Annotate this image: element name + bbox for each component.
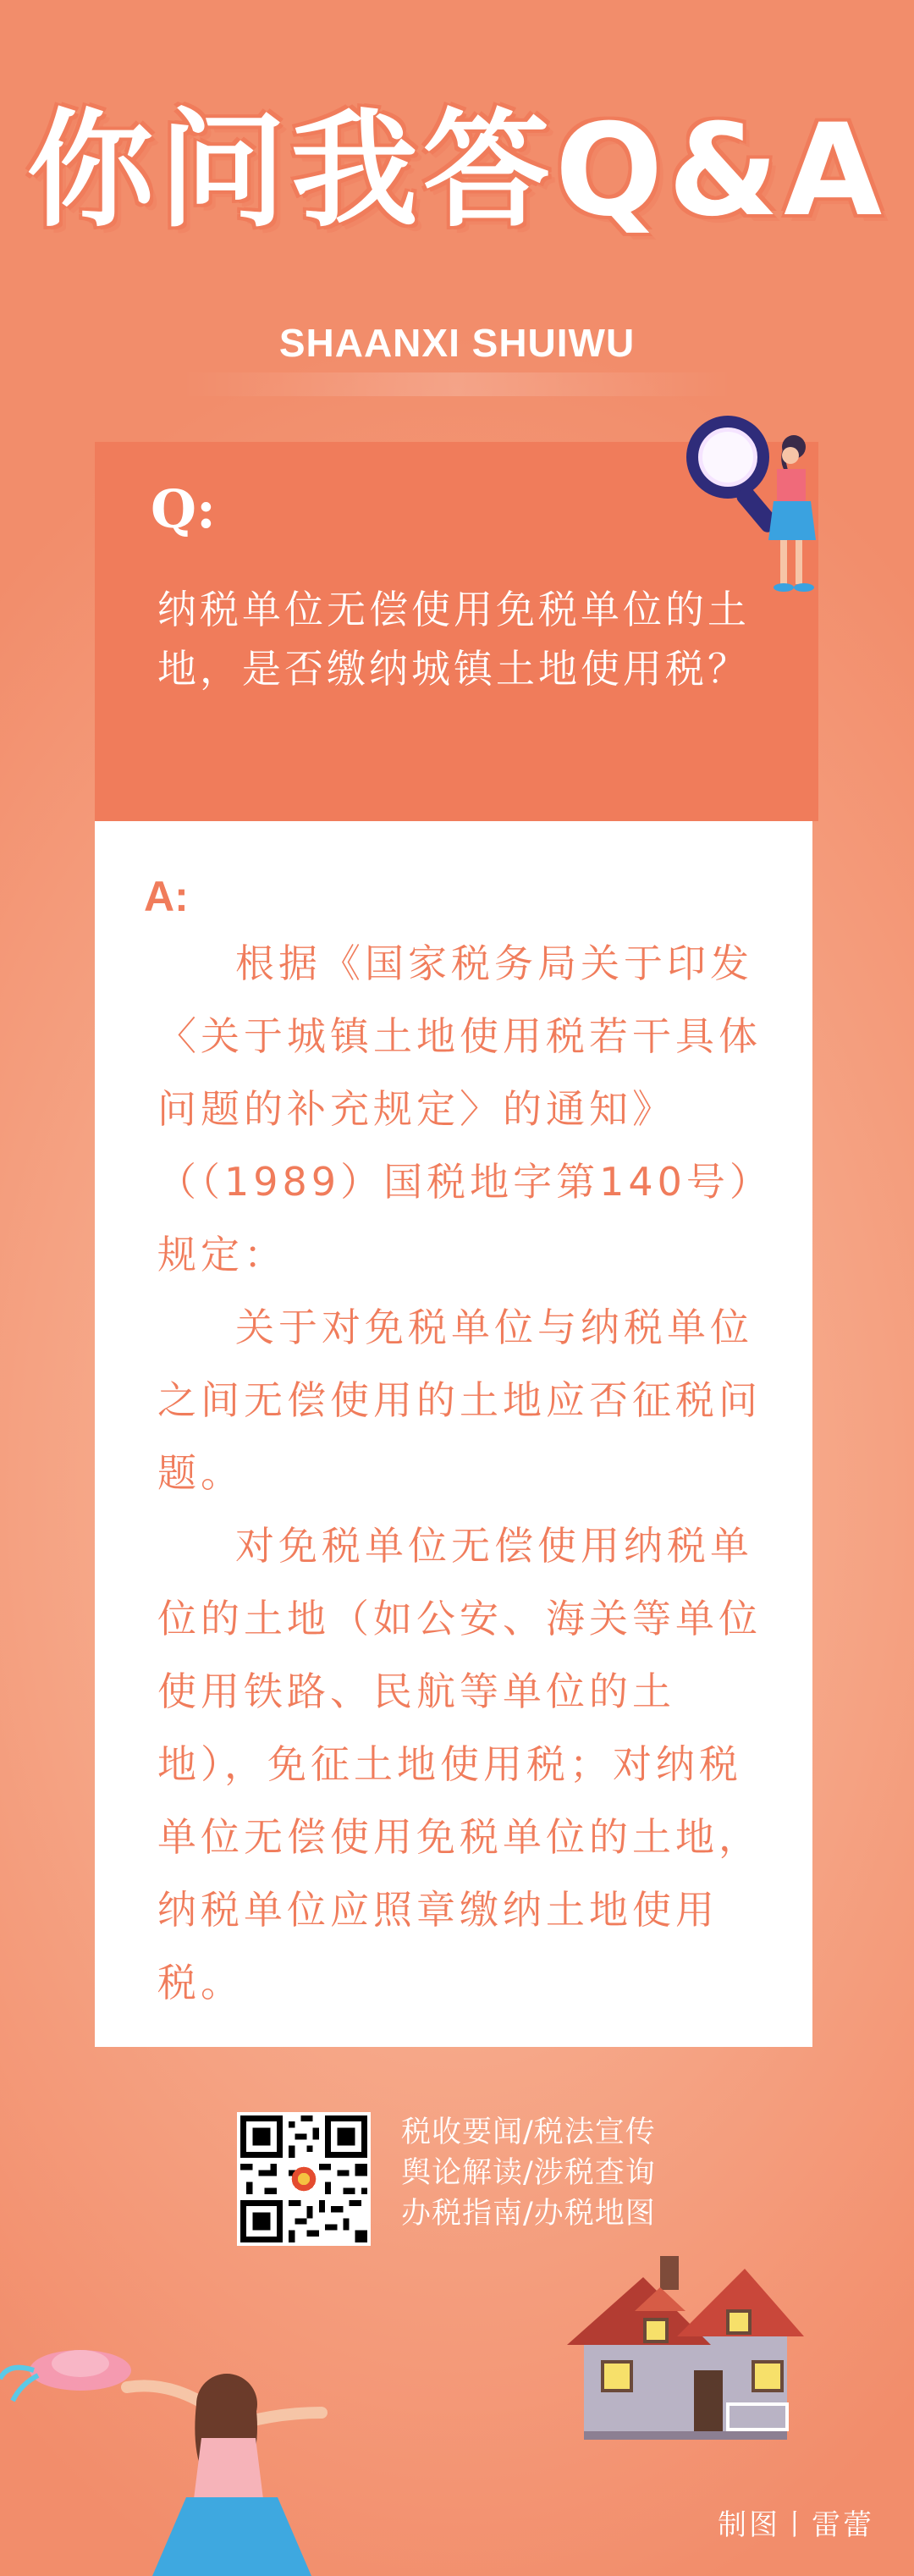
answer-paragraph: 根据《国家税务局关于印发〈关于城镇土地使用税若干具体问题的补充规定〉的通知》（（1989）国税地字第140号）规定： xyxy=(157,940,762,1277)
magnifier-girl-illustration xyxy=(677,406,838,618)
question-text: 纳税单位无偿使用免税单位的土地，是否缴纳城镇土地使用税？ xyxy=(157,587,750,692)
answer-paragraph: 对免税单位无偿使用纳税单位的土地（如公安、海关等单位使用铁路、民航等单位的土地），免征土地使用税；对纳税单位无偿使用免税单位的土地，纳税单位应照章缴纳土地使用税。 xyxy=(157,1523,762,2005)
page-subtitle: SHAANXI SHUIWU xyxy=(278,321,636,365)
girl-with-hat-illustration xyxy=(0,2311,355,2576)
footer-link-news[interactable]: 税收要闻/税法宣传 xyxy=(401,2115,656,2149)
credit-text: 制图丨雷蕾 xyxy=(718,2508,874,2542)
house-illustration xyxy=(550,2252,821,2446)
qr-code-icon xyxy=(240,2115,367,2242)
footer-links xyxy=(401,2112,656,2234)
footer-link-guide[interactable]: 办税指南/办税地图 xyxy=(401,2197,656,2231)
question-label: Q: xyxy=(151,478,216,540)
answer-label: A: xyxy=(144,873,189,920)
subtitle-band xyxy=(182,372,732,396)
answer-paragraph: 关于对免税单位与纳税单位之间无偿使用的土地应否征税问题。 xyxy=(157,1305,762,1496)
page-title: 你问我答Q&A xyxy=(26,97,888,245)
footer-link-interpretation[interactable]: 舆论解读/涉税查询 xyxy=(401,2156,656,2190)
answer-body xyxy=(157,927,767,2019)
qr-code[interactable] xyxy=(237,2112,371,2246)
